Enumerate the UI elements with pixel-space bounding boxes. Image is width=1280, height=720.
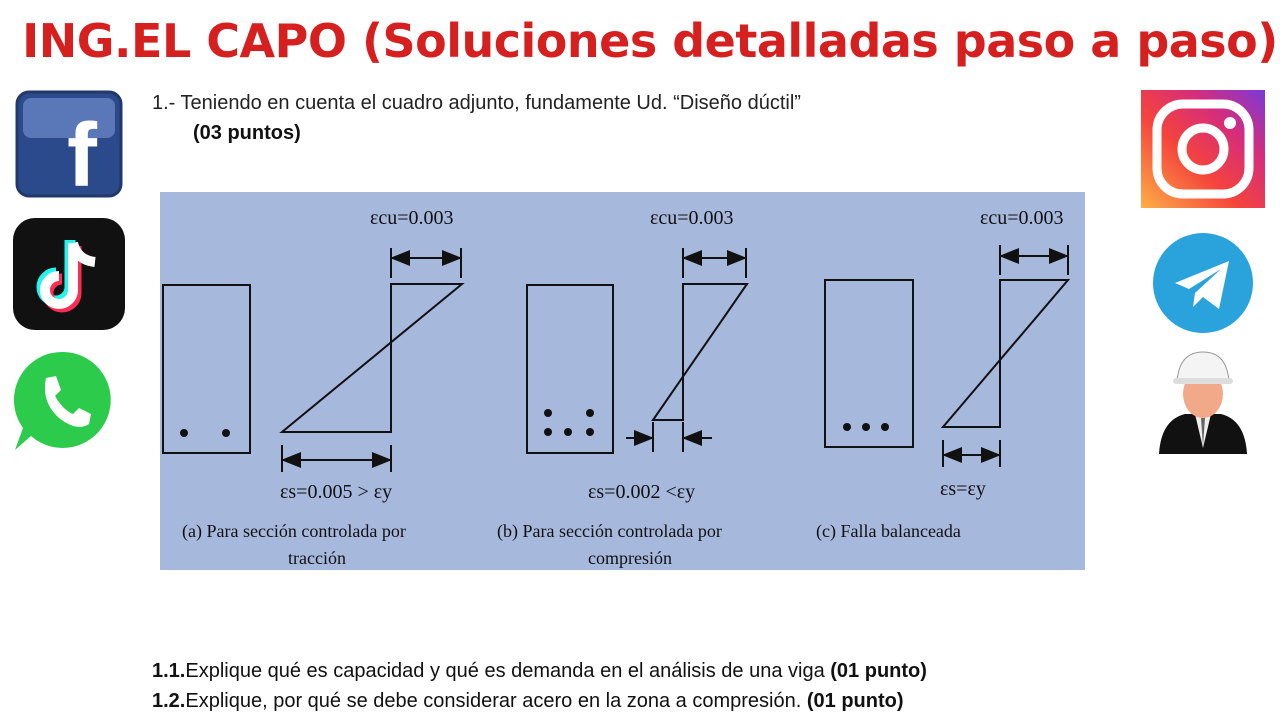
instagram-icon[interactable] xyxy=(1141,90,1265,208)
subquestion-1-2: 1.2.Explique, por qué se debe considerar acero en la zona a compresión. (01 punto) xyxy=(152,690,904,712)
tiktok-icon[interactable] xyxy=(13,218,125,330)
label-es-b: εs=0.002 <εy xyxy=(588,481,696,503)
figure-background xyxy=(160,192,1085,570)
question-points: (03 puntos) xyxy=(193,122,301,144)
label-ecu-b: εcu=0.003 xyxy=(650,207,734,229)
telegram-icon[interactable] xyxy=(1153,233,1253,333)
label-es-a: εs=0.005 > εy xyxy=(280,481,393,503)
subquestion-1-1: 1.1.Explique qué es capacidad y qué es demanda en el análisis de una viga (01 punto) xyxy=(152,660,927,682)
facebook-icon[interactable] xyxy=(15,90,123,198)
whatsapp-icon[interactable] xyxy=(11,348,117,454)
label-ecu-a: εcu=0.003 xyxy=(370,207,454,229)
svg-text:f: f xyxy=(67,106,97,198)
caption-b-2: compresión xyxy=(588,548,672,568)
label-es-c: εs=εy xyxy=(940,478,986,500)
question-text: 1.- Teniendo en cuenta el cuadro adjunto, fundamente Ud. “Diseño dúctil” xyxy=(152,92,801,114)
engineer-avatar-icon[interactable] xyxy=(1155,348,1251,454)
caption-a-2: tracción xyxy=(288,548,346,568)
caption-c: (c) Falla balanceada xyxy=(816,521,961,541)
caption-a: (a) Para sección controlada por xyxy=(182,521,406,541)
caption-b: (b) Para sección controlada por xyxy=(497,521,722,541)
label-ecu-c: εcu=0.003 xyxy=(980,207,1064,229)
page-title: ING.EL CAPO (Soluciones detalladas paso a paso) xyxy=(22,14,1278,68)
